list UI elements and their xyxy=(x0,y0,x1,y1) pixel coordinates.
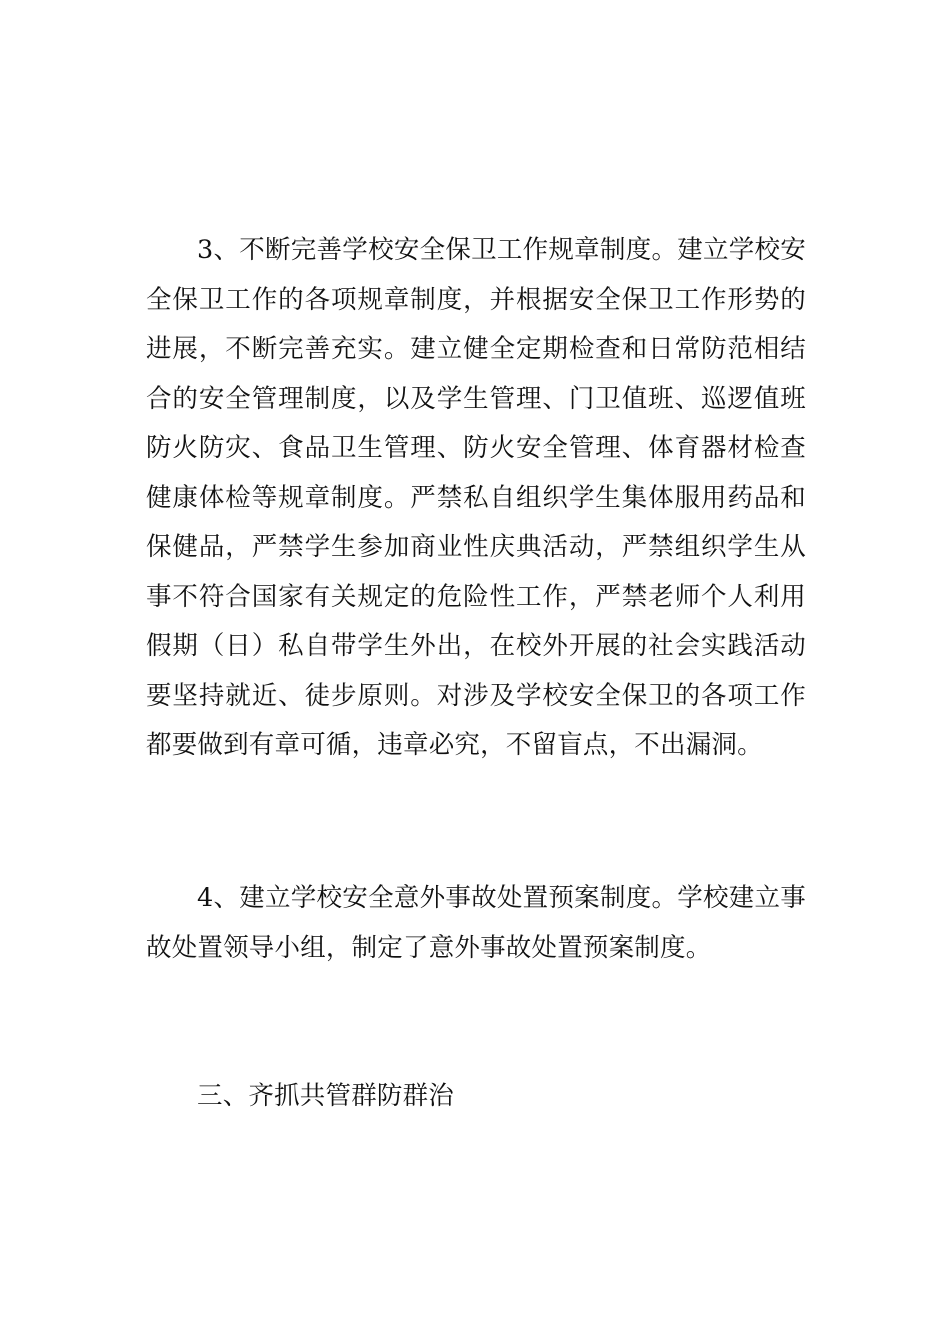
paragraph-4: 4、建立学校安全意外事故处置预案制度。学校建立事故处置领导小组，制定了意外事故处置预案制度。 xyxy=(146,883,806,963)
paragraph-3: 3、不断完善学校安全保卫工作规章制度。建立学校安全保卫工作的各项规章制度，并根据安全保卫工作形势的进展，不断完善充实。建立健全定期检查和日常防范相结合的安全管理制度，以及学生管理、门卫值班、巡逻值班防火防灾、食品卫生管理、防火安全管理、体育器材检查健康体检等规章制度。严禁私自组织学生集体服用药品和保健品，严禁学生参加商业性庆典活动，严禁组织学生从事不符合国家有关规定的危险性工作，严禁老师个人利用假期（日）私自带学生外出，在校外开展的社会实践活动要坚持就近、徒步原则。对涉及学校安全保卫的各项工作都要做到有章可循，违章必究，不留盲点，不出漏洞。 xyxy=(146,235,806,760)
section-heading: 三、齐抓共管群防群治 xyxy=(197,1081,455,1111)
